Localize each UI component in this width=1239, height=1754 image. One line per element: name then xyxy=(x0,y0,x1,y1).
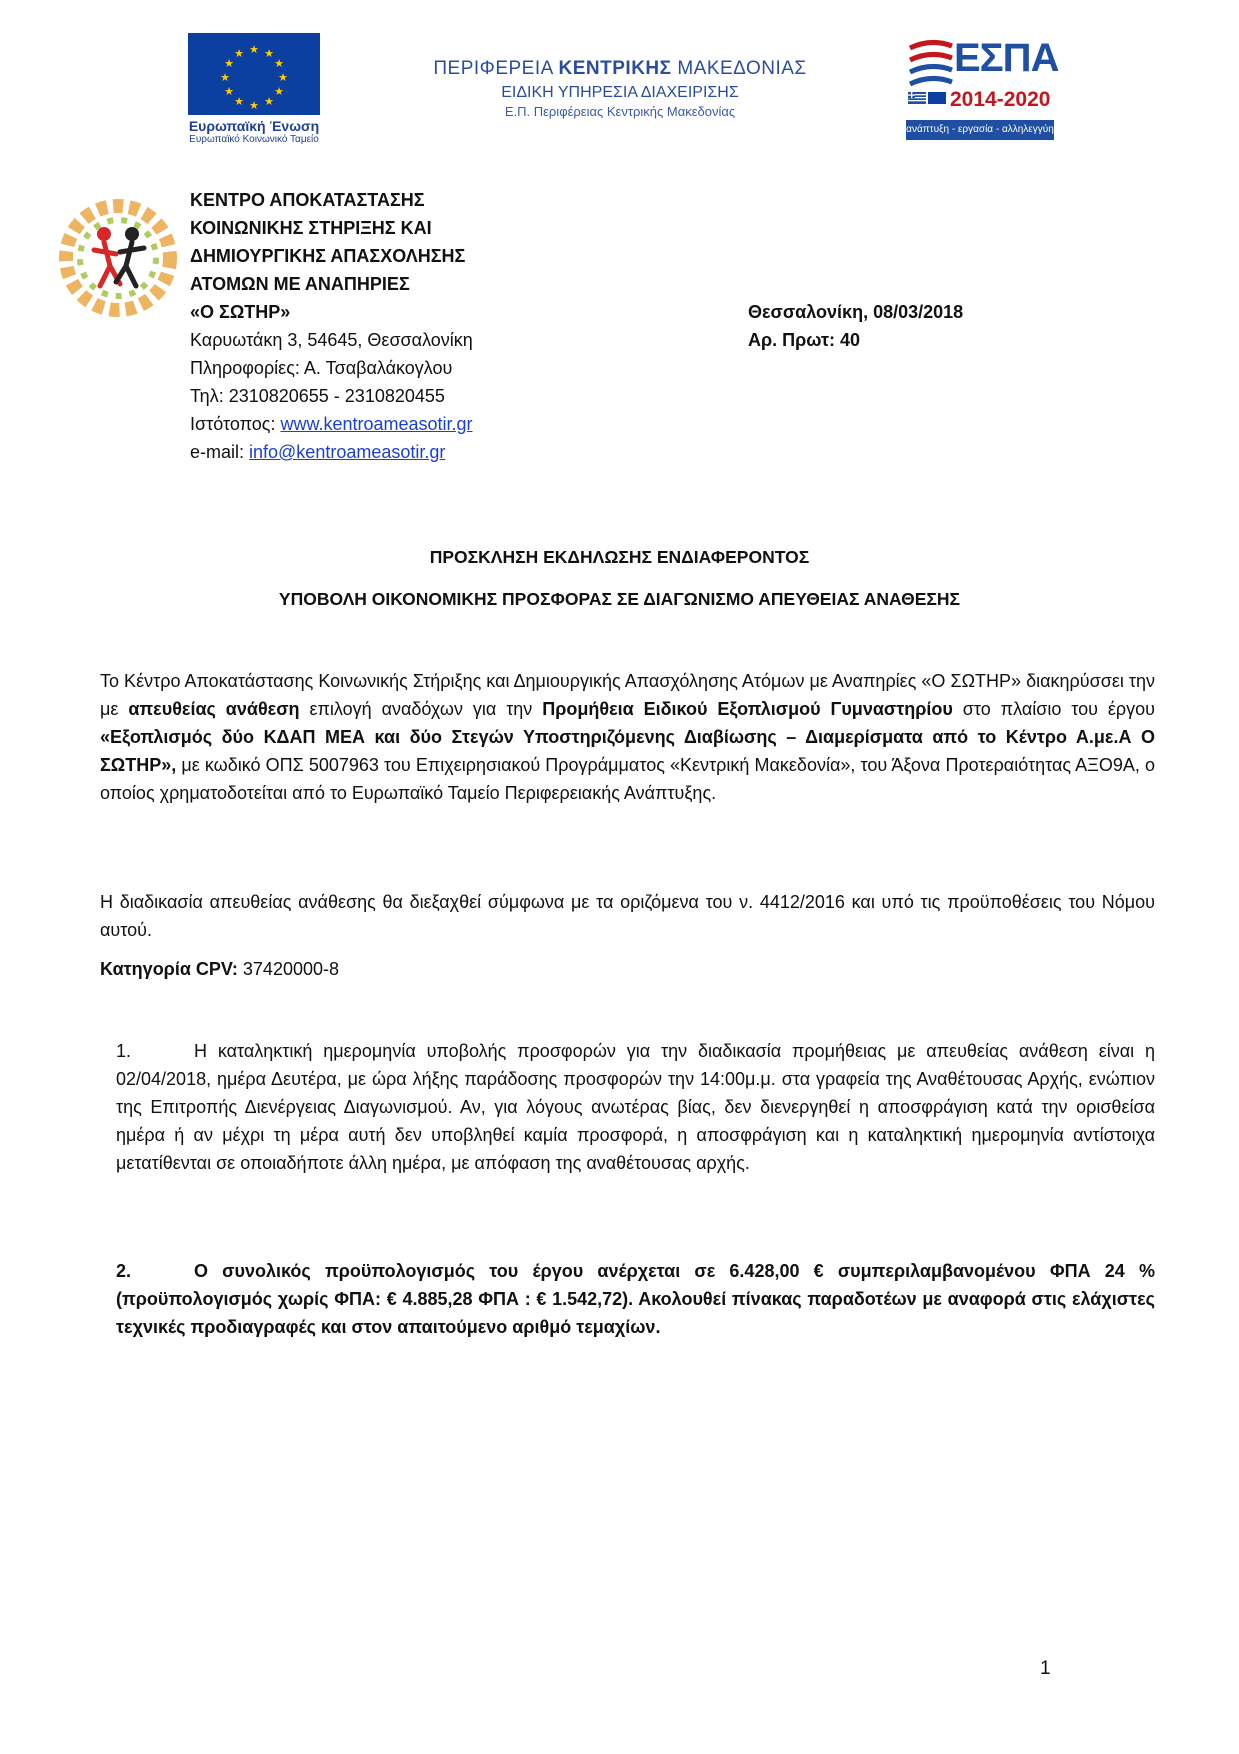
svg-text:★: ★ xyxy=(249,43,259,56)
org-info-contact: Πληροφορίες: Α. Τσαβαλάκογλου xyxy=(190,358,453,378)
region-prefix: ΠΕΡΙΦΕΡΕΙΑ xyxy=(433,58,559,79)
eu-logo-title: Ευρωπαϊκή Ένωση xyxy=(188,118,320,134)
org-phone: Τηλ: 2310820655 - 2310820455 xyxy=(190,386,445,406)
org-website-row xyxy=(190,410,473,438)
document-date: Θεσσαλονίκη, 08/03/2018 xyxy=(748,302,964,322)
cpv-label: Κατηγορία CPV: xyxy=(100,959,238,979)
organization-logo xyxy=(54,194,182,322)
cpv-row xyxy=(100,955,1155,983)
email-link[interactable]: info@kentroameasotir.gr xyxy=(249,442,446,462)
svg-text:★: ★ xyxy=(224,57,234,70)
espa-word: ΕΣΠΑ xyxy=(954,36,1059,80)
svg-text:★: ★ xyxy=(264,47,274,60)
svg-text:★: ★ xyxy=(274,85,284,98)
intro-text: Το Κέντρο Αποκατάστασης Κοινωνικής Στήριξης και Δημιουργικής Απασχόλησης Ατόμων με Αναπηρίες «Ο ΣΩΤΗΡ» διακηρύσσει την με xyxy=(100,671,1155,719)
org-name-line: «Ο ΣΩΤΗΡ» xyxy=(190,302,291,322)
intro-bold: απευθείας ανάθεση xyxy=(128,699,300,719)
svg-text:★: ★ xyxy=(224,85,234,98)
eu-flag-icon xyxy=(188,33,320,115)
intro-text: επιλογή αναδόχων για την xyxy=(299,699,543,719)
document-title: ΠΡΟΣΚΛΗΣΗ ΕΚΔΗΛΩΣΗΣ ΕΝΔΙΑΦΕΡΟΝΤΟΣ xyxy=(429,547,810,567)
svg-text:★: ★ xyxy=(249,99,259,112)
org-name-line: ΑΤΟΜΩΝ ΜΕ ΑΝΑΠΗΡΙΕΣ xyxy=(190,274,410,294)
svg-text:★: ★ xyxy=(264,95,274,108)
document-subtitle: ΥΠΟΒΟΛΗ ΟΙΚΟΝΟΜΙΚΗΣ ΠΡΟΣΦΟΡΑΣ ΣΕ ΔΙΑΓΩΝΙΣΜΟ ΑΠΕΥΘΕΙΑΣ ΑΝΑΘΕΣΗΣ xyxy=(278,589,961,609)
espa-tagline: ανάπτυξη - εργασία - αλληλεγγύη xyxy=(906,120,1054,140)
espa-swoosh-icon xyxy=(906,36,956,92)
espa-years: 2014-2020 xyxy=(950,88,1051,111)
org-name-line: ΔΗΜΙΟΥΡΓΙΚΗΣ ΑΠΑΣΧΟΛΗΣΗΣ xyxy=(190,246,466,266)
org-address: Καρυωτάκη 3, 54645, Θεσσαλονίκη xyxy=(190,330,473,350)
espa-logo xyxy=(906,34,1059,142)
eu-logo-subtitle: Ευρωπαϊκό Κοινωνικό Ταμείο xyxy=(189,134,319,145)
list-item xyxy=(116,1037,1155,1177)
organization-info xyxy=(190,186,473,466)
eu-small-flag-icon xyxy=(928,92,946,104)
org-email-row xyxy=(190,438,473,466)
item-text: Η καταληκτική ημερομηνία υποβολής προσφορών για την διαδικασία προμήθειας με απευθείας ανάθεση είναι η 02/04/2018, ημέρα Δευτέρα, με ώρα λήξης παράδοσης προσφορών την 14:00μ.μ. στα γραφεία της Αναθέτουσας Αρχής, ενώπιον της Επιτροπής Διενέργειας Διαγωνισμού. Αν, για λόγους ανωτέρας βίας, δεν διενεργηθεί η αποσφράγιση κατά την ορισθείσα ημέρα ή αν μέχρι τη μέρα αυτή δεν υποβληθεί καμία προσφορά, η αποσφράγιση και η καταληκτική ημερομηνία αντίστοιχα μετατίθενται σε οποιαδήποτε άλλη ημέρα, με απόφαση της αναθέτουσας αρχής. xyxy=(116,1041,1155,1173)
region-bold: ΚΕΝΤΡΙΚΗΣ xyxy=(558,58,672,79)
document-meta xyxy=(748,298,963,354)
item-number: 2. xyxy=(116,1261,132,1281)
svg-text:★: ★ xyxy=(274,57,284,70)
eu-logo xyxy=(188,33,320,151)
greek-flag-icon xyxy=(908,92,926,104)
website-link[interactable]: www.kentroameasotir.gr xyxy=(280,414,473,434)
svg-text:★: ★ xyxy=(220,71,230,84)
intro-bold: Προμήθεια Ειδικού Εξοπλισμού Γυμναστηρίου xyxy=(542,699,953,719)
org-name-line: ΚΟΙΝΩΝΙΚΗΣ ΣΤΗΡΙΞΗΣ ΚΑΙ xyxy=(190,218,432,238)
org-name-line: ΚΕΝΤΡΟ ΑΠΟΚΑΤΑΣΤΑΣΗΣ xyxy=(190,190,425,210)
procedure-paragraph: Η διαδικασία απευθείας ανάθεσης θα διεξαχθεί σύμφωνα με τα οριζόμενα του ν. 4412/2016 και υπό τις προϋποθέσεις του Νόμου αυτού. xyxy=(100,892,1155,940)
intro-text: στο πλαίσιο του έργου xyxy=(952,699,1156,719)
region-header xyxy=(430,58,810,119)
intro-text: με κωδικό ΟΠΣ 5007963 του Επιχειρησιακού Προγράμματος «Κεντρική Μακεδονία», του Άξονα Προτεραιότητας ΑΞΟ9Α, ο οποίος χρηματοδοτείται από το Ευρωπαϊκό Ταμείο Περιφερειακής Ανάπτυξης. xyxy=(100,755,1155,803)
svg-text:★: ★ xyxy=(234,47,244,60)
list-item xyxy=(116,1257,1155,1341)
item-number: 1. xyxy=(116,1041,132,1061)
website-label: Ιστότοπος: xyxy=(190,414,281,434)
protocol-number: Αρ. Πρωτ: 40 xyxy=(748,330,861,350)
region-program: Ε.Π. Περιφέρειας Κεντρικής Μακεδονίας xyxy=(504,104,736,119)
item-text: Ο συνολικός προϋπολογισμός του έργου ανέρχεται σε 6.428,00 € συμπεριλαμβανομένου ΦΠΑ 24 % (προϋπολογισμός χωρίς ΦΠΑ: € 4.885,28 ΦΠΑ : € 1.542,72). Ακολουθεί πίνακας παραδοτέων με αναφορά στις ελάχιστες τεχνικές προδιαγραφές και στον απαιτούμενο αριθμό τεμαχίων. xyxy=(116,1261,1155,1337)
cpv-value: 37420000-8 xyxy=(237,959,339,979)
region-suffix: ΜΑΚΕΔΟΝΙΑΣ xyxy=(671,58,807,79)
intro-paragraph xyxy=(100,667,1155,807)
intro-bold: «Εξοπλισμός δύο ΚΔΑΠ ΜΕΑ και δύο Στεγών Υποστηριζόμενης Διαβίωσης – Διαμερίσματα από το Κέντρο Α.με.Α Ο ΣΩΤΗΡ», xyxy=(100,727,1155,775)
page-number: 1 xyxy=(1040,1658,1051,1679)
email-label: e-mail: xyxy=(190,442,250,462)
svg-text:★: ★ xyxy=(234,95,244,108)
svg-text:★: ★ xyxy=(278,71,288,84)
region-service: ΕΙΔΙΚΗ ΥΠΗΡΕΣΙΑ ΔΙΑΧΕΙΡΙΣΗΣ xyxy=(501,84,739,101)
